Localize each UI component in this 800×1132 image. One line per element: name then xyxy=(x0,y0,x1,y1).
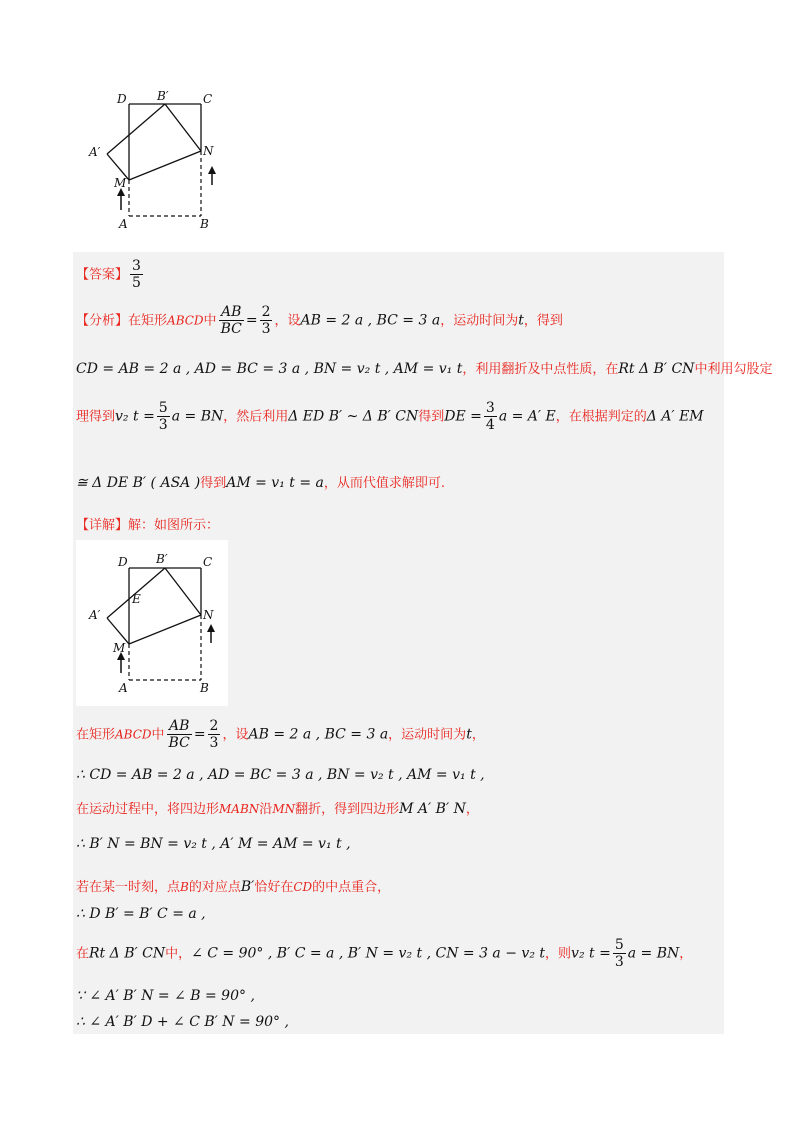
label-M: M xyxy=(114,176,127,190)
analysis-line-4: ≅ Δ DE B′ ( ASA )得到AM = v₁ t = a，从而代值求解即可. xyxy=(76,475,446,491)
detail-line-9: ∴ ∠ A′ B′ D + ∠ C B′ N = 90° , xyxy=(76,1014,289,1030)
detail-line-3: 在运动过程中，将四边形MABN沿MN翻折，得到四边形M A′ B′ N， xyxy=(76,801,479,817)
label-Ap: A′ xyxy=(89,145,101,159)
label-B: B xyxy=(200,217,209,231)
edge-BpAp xyxy=(107,104,165,154)
label-Bp: B′ xyxy=(157,89,169,103)
arrow-up-icon xyxy=(117,652,125,673)
label-B: B xyxy=(200,681,209,695)
answer-fraction: $\frac{3}{5}$ xyxy=(132,258,141,291)
detail-line-2: ∴ CD = AB = 2 a , AD = BC = 3 a , BN = v₂ t , AM = v₁ t , xyxy=(76,767,485,783)
label-Ap: A′ xyxy=(89,608,101,622)
figure-folded-rectangle-with-E xyxy=(76,540,228,706)
detail-line-7: 在Rt Δ B′ CN中，∠ C = 90° , B′ C = a , B′ N = v₂ t , CN = 3 a − v₂ t，则v₂ t = $\frac{5}{3}$ a = BN， xyxy=(76,937,693,970)
label-N: N xyxy=(203,608,214,622)
edge-MN xyxy=(129,151,201,180)
analysis-line-3: 理得到v₂ t = $\frac{5}{3}$ a = BN，然后利用Δ ED B′ ∼ Δ B′ CN得到DE = $\frac{3}{4}$ a = A′ E，在根据判定的Δ A′ EM xyxy=(76,400,704,433)
label-A: A xyxy=(119,217,128,231)
label-C: C xyxy=(203,92,213,106)
label-N: N xyxy=(203,144,214,158)
label-E: E xyxy=(132,592,141,606)
detail-intro-line: 【详解】解：如图所示： xyxy=(76,518,220,533)
detail-line-6: ∴ D B′ = B′ C = a , xyxy=(76,906,206,922)
figure-folded-rectangle xyxy=(85,88,225,233)
label-D: D xyxy=(118,555,128,569)
arrow-up-icon xyxy=(208,166,216,185)
edge-BpN xyxy=(165,568,201,615)
ratio-fraction: $\frac{AB}{BC}$ xyxy=(220,304,242,337)
label-A: A xyxy=(119,681,128,695)
label-D: D xyxy=(117,92,127,106)
analysis-line-2: CD = AB = 2 a , AD = BC = 3 a , BN = v₂ t , AM = v₁ t，利用翻折及中点性质，在Rt Δ B′ CN中利用勾股定 xyxy=(76,361,773,377)
figure-1-svg xyxy=(85,88,225,233)
figure-2-svg xyxy=(76,540,228,706)
edge-MN xyxy=(129,615,201,644)
label-Bp: B′ xyxy=(156,552,168,566)
analysis-line-1: 【分析】在矩形ABCD中 $\frac{AB}{BC}$ = $\frac{2}{3}$ ，设AB = 2 a , BC = 3 a，运动时间为t，得到 xyxy=(76,304,563,337)
analysis-tag: 【分析】 xyxy=(76,313,129,329)
answer-line xyxy=(76,258,145,291)
edge-BpN xyxy=(165,104,201,151)
detail-line-1: 在矩形ABCD中 $\frac{AB}{BC}$ = $\frac{2}{3}$ ，设AB = 2 a , BC = 3 a，运动时间为t， xyxy=(76,718,485,751)
answer-tag: 【答案】 xyxy=(76,267,129,283)
label-C: C xyxy=(203,555,213,569)
detail-line-8: ∵ ∠ A′ B′ N = ∠ B = 90° , xyxy=(76,988,255,1004)
detail-line-4: ∴ B′ N = BN = v₂ t , A′ M = AM = v₁ t , xyxy=(76,836,351,852)
detail-tag: 【详解】 xyxy=(76,518,129,533)
ratio-value-fraction: $\frac{2}{3}$ xyxy=(261,304,271,337)
detail-line-5: 若在某一时刻，点B的对应点B′恰好在CD的中点重合， xyxy=(76,879,391,895)
label-M: M xyxy=(113,641,126,655)
arrow-up-icon xyxy=(117,188,125,210)
arrow-up-icon xyxy=(207,624,215,643)
